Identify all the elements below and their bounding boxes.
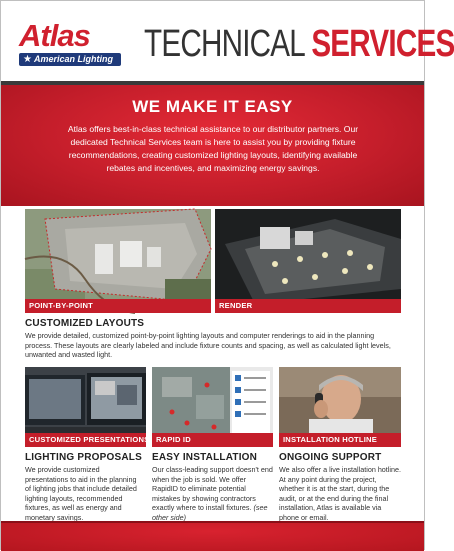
see-other-side-note: (see other side): [152, 503, 268, 522]
logo-banner: [19, 53, 121, 66]
photo-label-render: RENDER: [215, 299, 401, 313]
logo-wordmark: Atlas: [19, 18, 90, 53]
section-title-easy-install: EASY INSTALLATION: [152, 452, 258, 463]
photo-installation-hotline: [279, 367, 401, 447]
night-render-image: [215, 209, 401, 313]
photo-label-installation-hotline: INSTALLATION HOTLINE: [279, 433, 401, 447]
header: [1, 1, 454, 83]
section-body-easy-install: [152, 465, 273, 522]
photo-label-rapid-id: RAPID ID: [152, 433, 273, 447]
photo-point-by-point: [25, 209, 211, 313]
photo-rapid-id: [152, 367, 273, 447]
hero-title: WE MAKE IT EASY: [132, 97, 293, 116]
easy-install-text: Our class-leading support doesn't end when the job is sold. We offer RapidID to eliminate potential mistakes by showing contractors exactly where to install fixtures.: [152, 465, 273, 512]
section-title-proposals: LIGHTING PROPOSALS: [25, 452, 142, 463]
atlas-logo: [17, 19, 125, 71]
section-title-ongoing: ONGOING SUPPORT: [279, 452, 382, 463]
title-technical: TECHNICAL: [144, 23, 312, 65]
section-body-ongoing: We also offer a live installation hotline. At any point during the project, whether it is at the start, during the audit, or at the end during the final installation, Atlas is available via phone or email.: [279, 465, 401, 522]
aerial-layout-image: [25, 209, 211, 313]
section-title-layouts: CUSTOMIZED LAYOUTS: [25, 318, 145, 329]
photo-customized-presentations: [25, 367, 150, 447]
photo-render: [215, 209, 401, 313]
logo-tagline: American Lighting: [34, 54, 114, 64]
footer-band: [1, 523, 424, 551]
hero-banner: [1, 85, 424, 206]
photo-label-customized-presentations: CUSTOMIZED PRESENTATIONS: [25, 433, 146, 447]
photo-label-point-by-point: POINT-BY-POINT: [25, 299, 211, 313]
hero-body: Atlas offers best-in-class technical assistance to our distributor partners. Our dedicated Technical Services team is here to assist you by providing fixture recommendations, creating customized lighting layouts, identifying available rebates and incentives, and maximizing energy savings.: [67, 124, 359, 173]
title-services: SERVICES: [311, 23, 454, 65]
star-icon: ★: [23, 54, 32, 65]
section-body-layouts: We provide detailed, customized point-by-point lighting layouts and computer renderings to aid in the planning process. These layouts are clearly labeled and include fixture counts and spacing, as well as calculated light levels, unwanted and wasted light.: [25, 331, 391, 359]
page-title: [144, 23, 454, 65]
section-body-proposals: We provide customized presentations to aid in the planning of lighting jobs that include detailed lighting layouts, recommended fixtures, as well as energy and monetary savings.: [25, 465, 137, 522]
